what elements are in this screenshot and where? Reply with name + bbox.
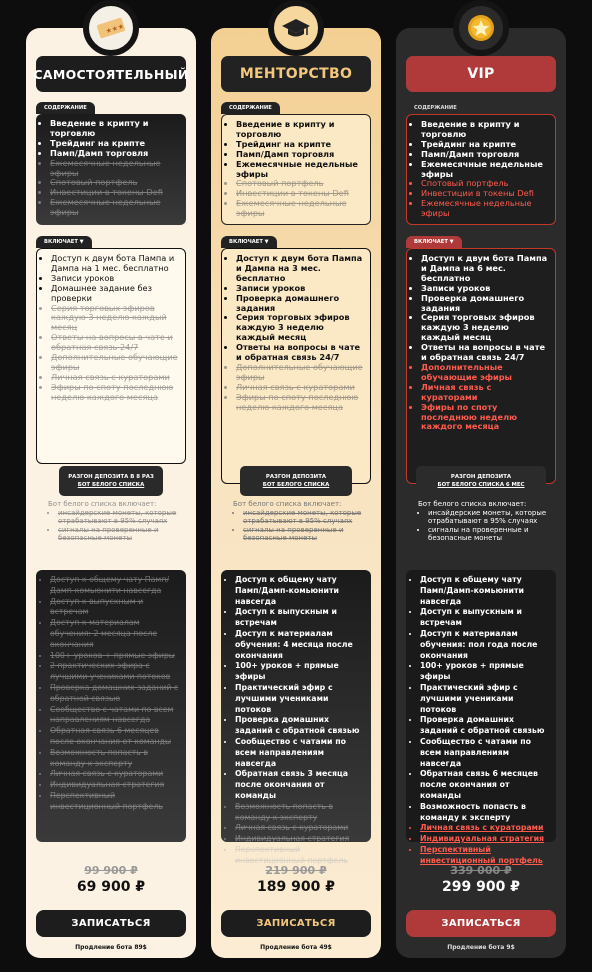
content-item: • Ежемесячные недельные эфиры bbox=[421, 199, 549, 219]
current-price: 299 900 ₽ bbox=[442, 879, 520, 895]
bot-renewal-note: Продление бота 49$ bbox=[260, 944, 332, 951]
include-item: • Доступ к двум бота Пампа и Дампа на 1 мес. бесплатно bbox=[51, 254, 179, 274]
content-item: • Ежемесячные недельные эфиры bbox=[236, 199, 364, 219]
whitelist-note bbox=[418, 500, 558, 543]
note-item: • инсайдерские монеты, которые отрабатывают в 95% случаях bbox=[243, 509, 373, 526]
note-item: • сигналы на проверенные и безопасные монеты bbox=[58, 526, 188, 543]
perks-list bbox=[221, 570, 371, 865]
plan-card-vip bbox=[396, 28, 566, 958]
includes-list bbox=[36, 248, 186, 464]
perk-item: • Доступ к материалам обучения: 2 месяца после окончания bbox=[50, 618, 180, 650]
whitelist-note bbox=[48, 500, 188, 543]
include-item: • Ответы на вопросы в чате и обратная связь 24/7 bbox=[236, 343, 364, 363]
content-item: • Ежемесячные недельные эфиры bbox=[50, 198, 180, 218]
note-item: • сигналы на проверенные и безопасные монеты bbox=[243, 526, 373, 543]
perk-item: • Сообщество с чатами по всем направлениям навсегда bbox=[235, 737, 365, 769]
plan-title: МЕНТОРСТВО bbox=[221, 56, 371, 92]
include-item: • Эфиры по споту последнюю неделю каждого месяца bbox=[236, 393, 364, 413]
perk-item: • Индивидуальная стратегия bbox=[235, 834, 365, 845]
content-list bbox=[36, 114, 186, 225]
plan-title: САМОСТОЯТЕЛЬНЫЙ bbox=[36, 56, 186, 92]
includes-toggle[interactable]: ВКЛЮЧАЕТ ▼ bbox=[406, 236, 462, 248]
content-tag: СОДЕРЖАНИЕ bbox=[406, 102, 465, 114]
content-item: • Памп/Дамп торговля bbox=[421, 150, 549, 160]
perk-item: • Индивидуальная стратегия bbox=[50, 780, 180, 791]
content-item: • Памп/Дамп торговля bbox=[50, 149, 180, 159]
deposit-boost-badge bbox=[59, 466, 163, 496]
perk-item: • Обратная связь 3 месяца после окончания от команды bbox=[235, 769, 365, 801]
include-item: • Проверка домашнего задания bbox=[421, 294, 549, 314]
perk-item: • Возможность попасть в команду к эксперту bbox=[50, 748, 180, 770]
include-item: • Ответы на вопросы в чате и обратная связь 24/7 bbox=[51, 333, 179, 353]
includes-list bbox=[406, 248, 556, 484]
perk-item: • Личная связь с кураторами bbox=[420, 823, 550, 834]
perk-item: • 100+ уроков + прямые эфиры bbox=[50, 651, 180, 662]
old-price: 339 000 ₽ bbox=[450, 864, 512, 877]
plan-card-self bbox=[26, 28, 196, 958]
price-block bbox=[26, 864, 196, 895]
include-item: • Серия торговых эфиров каждую 3 неделю каждый месяц bbox=[236, 313, 364, 343]
includes-toggle[interactable]: ВКЛЮЧАЕТ ▼ bbox=[36, 236, 92, 248]
old-price: 219 900 ₽ bbox=[265, 864, 327, 877]
current-price: 189 900 ₽ bbox=[257, 879, 335, 895]
bot-renewal-note: Продление бота 9$ bbox=[447, 944, 515, 951]
perk-item: • 100+ уроков + прямые эфиры bbox=[420, 661, 550, 683]
boost-line: БОТ БЕЛОГО СПИСКА bbox=[77, 482, 145, 488]
deposit-boost-badge bbox=[416, 466, 546, 496]
content-item: • Введение в крипту и торговлю bbox=[236, 120, 364, 140]
perk-item: • Доступ к материалам обучения: 4 месяца после окончания bbox=[235, 629, 365, 661]
content-tag: СОДЕРЖАНИЕ bbox=[221, 102, 280, 114]
content-item: • Инвестиции в токены Defi bbox=[236, 189, 364, 199]
include-item: • Домашнее задание без проверки bbox=[51, 284, 179, 304]
perk-item: • Перспективный инвестиционный портфель bbox=[420, 845, 550, 867]
content-item: • Ежемесячные недельные эфиры bbox=[421, 160, 549, 180]
perk-item: • Доступ к выпускным и встречам bbox=[235, 607, 365, 629]
perk-item: • Перспективный инвестиционный портфель bbox=[50, 791, 180, 813]
includes-toggle[interactable]: ВКЛЮЧАЕТ ▼ bbox=[221, 236, 277, 248]
perks-list bbox=[406, 570, 556, 865]
boost-line: РАЗГОН ДЕПОЗИТА В 8 РАЗ bbox=[68, 474, 154, 480]
include-item: • Записи уроков bbox=[236, 284, 364, 294]
content-item: • Трейдинг на крипте bbox=[421, 140, 549, 150]
content-item: • Спотовый портфель bbox=[50, 178, 180, 188]
content-item: • Введение в крипту и торговлю bbox=[421, 120, 549, 140]
boost-line: БОТ БЕЛОГО СПИСКА bbox=[262, 482, 330, 488]
include-item: • Серия торговых эфиров каждую 3 неделю каждый месяц bbox=[51, 304, 179, 334]
plan-card-mentorship bbox=[211, 28, 381, 958]
include-item: • Ответы на вопросы в чате и обратная связь 24/7 bbox=[421, 343, 549, 363]
content-tag: СОДЕРЖАНИЕ bbox=[36, 102, 95, 114]
signup-button[interactable]: ЗАПИСАТЬСЯ bbox=[221, 910, 371, 937]
include-item: • Личная связь с кураторами bbox=[236, 383, 364, 393]
includes-list bbox=[221, 248, 371, 484]
whitelist-note bbox=[233, 500, 373, 543]
content-item: • Инвестиции в токены Defi bbox=[50, 188, 180, 198]
content-item: • Памп/Дамп торговля bbox=[236, 150, 364, 160]
note-item: • инсайдерские монеты, которые отрабатывают в 95% случаях bbox=[428, 509, 558, 526]
perk-item: • Возможность попасть в команду к эксперту bbox=[235, 802, 365, 824]
perk-item: • Практический эфир с лучшими учениками потоков bbox=[420, 683, 550, 715]
content-item: • Ежемесячные недельные эфиры bbox=[236, 160, 364, 180]
perk-item: • Доступ к материалам обучения: пол года после окончания bbox=[420, 629, 550, 661]
content-item: • Ежемесячные недельные эфиры bbox=[50, 159, 180, 179]
include-item: • Дополнительные обучающие эфиры bbox=[236, 363, 364, 383]
perk-item: • Обратная связь 6 месяцев после окончания от команды bbox=[50, 726, 180, 748]
signup-button[interactable]: ЗАПИСАТЬСЯ bbox=[406, 910, 556, 937]
include-item: • Эфиры по споту последнюю неделю каждого месяца bbox=[421, 403, 549, 433]
note-item: • инсайдерские монеты, которые отрабатывают в 95% случаях bbox=[58, 509, 188, 526]
note-title: Бот белого списка включает: bbox=[48, 500, 157, 508]
content-item: • Спотовый портфель bbox=[421, 179, 549, 189]
signup-button[interactable]: ЗАПИСАТЬСЯ bbox=[36, 910, 186, 937]
content-list bbox=[406, 114, 556, 225]
plan-title: VIP bbox=[406, 56, 556, 92]
perk-item: • Возможность попасть в команду к эксперту bbox=[420, 802, 550, 824]
perk-item: • Личная связь с кураторами bbox=[235, 823, 365, 834]
perk-item: • Проверка домашних заданий с обратной связью bbox=[50, 683, 180, 705]
perk-item: • Доступ к общему чату Памп/Дамп-комьюнити навсегда bbox=[50, 575, 180, 597]
old-price: 99 900 ₽ bbox=[84, 864, 138, 877]
perk-item: • Индивидуальная стратегия bbox=[420, 834, 550, 845]
include-item: • Личная связь с кураторами bbox=[421, 383, 549, 403]
boost-line: РАЗГОН ДЕПОЗИТА bbox=[265, 474, 327, 480]
perk-item: • 2 практических эфира с лучшими учениками потоков bbox=[50, 661, 180, 683]
include-item: • Дополнительные обучающие эфиры bbox=[51, 353, 179, 373]
content-item: • Введение в крипту и торговлю bbox=[50, 119, 180, 139]
perk-item: • Сообщество с чатами по всем направлениям навсегда bbox=[50, 705, 180, 727]
perk-item: • Доступ к выпускным и встречам bbox=[50, 597, 180, 619]
svg-text:★★★: ★★★ bbox=[104, 22, 126, 36]
boost-line: БОТ БЕЛОГО СПИСКА 6 МЕС bbox=[437, 482, 525, 488]
perk-item: • Сообщество с чатами по всем направлениям навсегда bbox=[420, 737, 550, 769]
note-title: Бот белого списка включает: bbox=[233, 500, 342, 508]
include-item: • Записи уроков bbox=[421, 284, 549, 294]
bot-renewal-note: Продление бота 89$ bbox=[75, 944, 147, 951]
content-list bbox=[221, 114, 371, 225]
include-item: • Серия торговых эфиров каждую 3 неделю каждый месяц bbox=[421, 313, 549, 343]
perk-item: • 100+ уроков + прямые эфиры bbox=[235, 661, 365, 683]
perk-item: • Доступ к общему чату Памп/Дамп-комьюнити навсегда bbox=[420, 575, 550, 607]
include-item: • Доступ к двум бота Пампа и Дампа на 3 мес. бесплатно bbox=[236, 254, 364, 284]
content-item: • Инвестиции в токены Defi bbox=[421, 189, 549, 199]
perk-item: • Перспективный инвестиционный портфель bbox=[235, 845, 365, 867]
content-item: • Трейдинг на крипте bbox=[236, 140, 364, 150]
include-item: • Доступ к двум бота Пампа и Дампа на 6 мес. бесплатно bbox=[421, 254, 549, 284]
perk-item: • Личная связь с кураторами bbox=[50, 769, 180, 780]
include-item: • Записи уроков bbox=[51, 274, 179, 284]
perks-list bbox=[36, 570, 186, 842]
graduation-cap-icon bbox=[268, 0, 324, 56]
deposit-boost-badge bbox=[240, 466, 352, 496]
note-item: • сигналы на проверенные и безопасные монеты bbox=[428, 526, 558, 543]
include-item: • Эфиры по споту последнюю неделю каждого месяца bbox=[51, 383, 179, 403]
ticket-icon bbox=[83, 0, 139, 56]
boost-line: РАЗГОН ДЕПОЗИТА bbox=[450, 474, 512, 480]
star-medal-icon bbox=[453, 0, 509, 56]
include-item: • Проверка домашнего задания bbox=[236, 294, 364, 314]
content-item: • Трейдинг на крипте bbox=[50, 139, 180, 149]
perk-item: • Доступ к выпускным и встречам bbox=[420, 607, 550, 629]
note-title: Бот белого списка включает: bbox=[418, 500, 527, 508]
content-item: • Спотовый портфель bbox=[236, 179, 364, 189]
perk-item: • Обратная связь 6 месяцев после окончания от команды bbox=[420, 769, 550, 801]
include-item: • Личная связь с кураторами bbox=[51, 373, 179, 383]
perk-item: • Проверка домашних заданий с обратной связью bbox=[235, 715, 365, 737]
price-block bbox=[396, 864, 566, 895]
current-price: 69 900 ₽ bbox=[76, 879, 146, 895]
perk-item: • Практический эфир с лучшими учениками потоков bbox=[235, 683, 365, 715]
perk-item: • Проверка домашних заданий с обратной связью bbox=[420, 715, 550, 737]
include-item: • Дополнительные обучающие эфиры bbox=[421, 363, 549, 383]
perk-item: • Доступ к общему чату Памп/Дамп-комьюнити навсегда bbox=[235, 575, 365, 607]
price-block bbox=[211, 864, 381, 895]
